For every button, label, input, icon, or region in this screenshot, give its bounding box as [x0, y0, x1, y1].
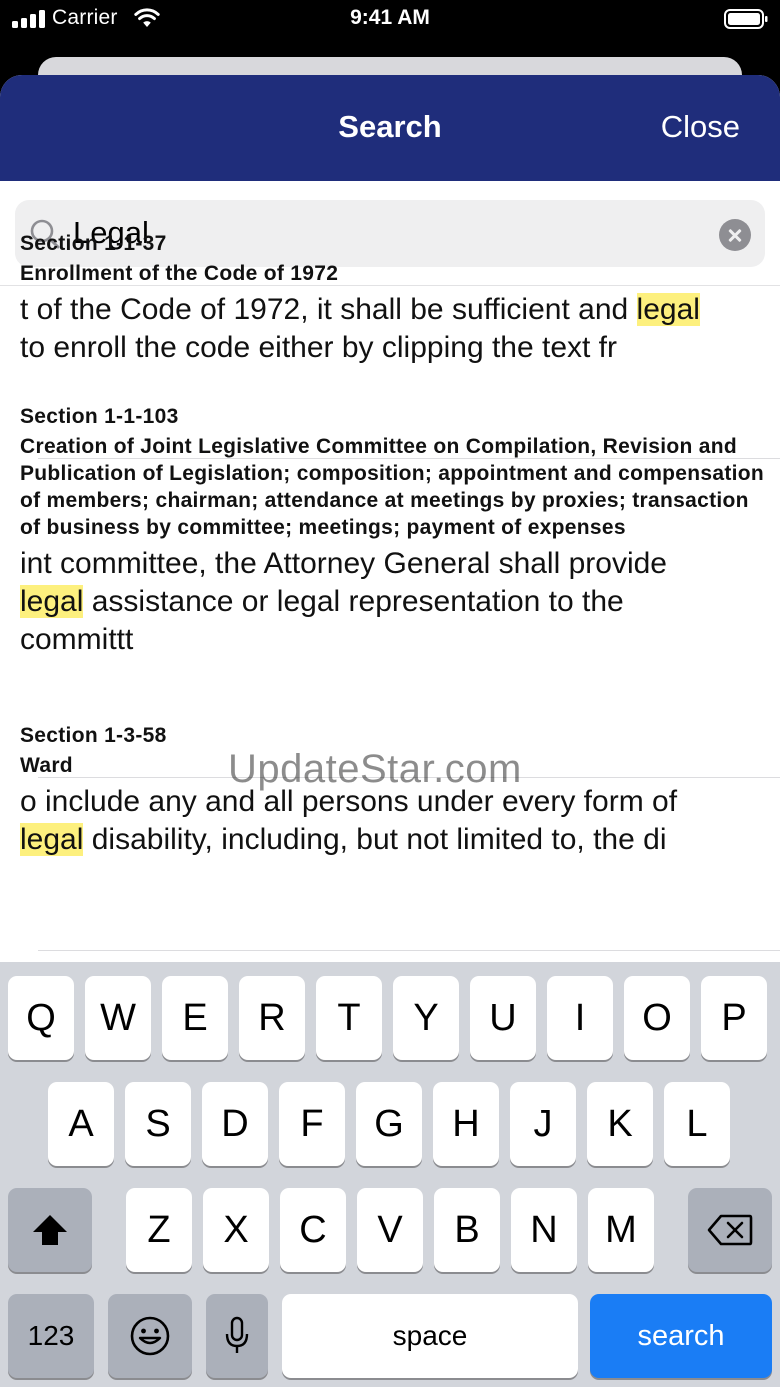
snippet-line [20, 821, 770, 859]
search-result[interactable] [20, 719, 770, 859]
result-section-number: Section 1-1-37 [20, 232, 167, 255]
navigation-bar [0, 75, 780, 181]
emoji-icon [129, 1315, 171, 1357]
keyboard [0, 962, 780, 1387]
key-g[interactable]: G [356, 1082, 422, 1166]
search-match-highlight: legal [636, 293, 700, 326]
snippet-line [20, 583, 770, 621]
snippet-line [20, 621, 770, 659]
shift-icon [31, 1213, 69, 1247]
backspace-key[interactable] [688, 1188, 772, 1272]
numbers-key[interactable]: 123 [8, 1294, 94, 1378]
carrier-label: Carrier [52, 6, 118, 29]
search-match-highlight: legal [20, 823, 84, 856]
result-snippet [20, 291, 770, 367]
status-time: 9:41 AM [350, 6, 430, 29]
snippet-line [20, 783, 770, 821]
search-key[interactable]: search [590, 1294, 772, 1378]
key-u[interactable]: U [470, 976, 536, 1060]
result-snippet [20, 783, 770, 859]
key-k[interactable]: K [587, 1082, 653, 1166]
result-title: Ward [20, 754, 73, 777]
key-f[interactable]: F [279, 1082, 345, 1166]
key-z[interactable]: Z [126, 1188, 192, 1272]
search-match-highlight: legal [20, 585, 84, 618]
snippet-text: to enroll the code either by clipping the text fr [20, 331, 618, 364]
microphone-icon [224, 1316, 250, 1356]
key-d[interactable]: D [202, 1082, 268, 1166]
key-x[interactable]: X [203, 1188, 269, 1272]
close-button[interactable]: Close [660, 109, 740, 144]
status-bar [0, 0, 780, 40]
result-title: Creation of Joint Legislative Committee on Compilation, Revision and Publication of Legislation; composition; appointment and compensation of members; chairman; attendance at meetings by proxies; transaction of business by committee; meetings; payment of expenses [20, 435, 765, 539]
key-q[interactable]: Q [8, 976, 74, 1060]
microphone-key[interactable] [206, 1294, 268, 1378]
key-b[interactable]: B [434, 1188, 500, 1272]
result-section-number: Section 1-1-103 [20, 405, 179, 428]
key-e[interactable]: E [162, 976, 228, 1060]
key-l[interactable]: L [664, 1082, 730, 1166]
key-c[interactable]: C [280, 1188, 346, 1272]
snippet-line [20, 329, 770, 367]
result-section-number: Section 1-3-58 [20, 724, 167, 747]
key-y[interactable]: Y [393, 976, 459, 1060]
key-m[interactable]: M [588, 1188, 654, 1272]
backspace-icon [707, 1214, 753, 1246]
result-separator [38, 950, 780, 951]
snippet-text: o include any and all persons under every form of [20, 785, 678, 818]
snippet-text: assistance or legal representation to the [83, 585, 624, 618]
snippet-text: t of the Code of 1972, it shall be sufficient and [20, 293, 637, 326]
snippet-text: disability, including, but not limited to, the di [83, 823, 667, 856]
key-a[interactable]: A [48, 1082, 114, 1166]
key-v[interactable]: V [357, 1188, 423, 1272]
space-key[interactable]: space [282, 1294, 578, 1378]
key-t[interactable]: T [316, 976, 382, 1060]
battery-icon [724, 9, 768, 29]
key-j[interactable]: J [510, 1082, 576, 1166]
key-s[interactable]: S [125, 1082, 191, 1166]
key-p[interactable]: P [701, 976, 767, 1060]
result-snippet [20, 545, 770, 659]
key-r[interactable]: R [239, 976, 305, 1060]
snippet-line [20, 291, 770, 329]
snippet-text: committt [20, 623, 134, 656]
search-result[interactable] [20, 227, 770, 367]
key-w[interactable]: W [85, 976, 151, 1060]
snippet-text: int committee, the Attorney General shall provide [20, 547, 667, 580]
key-o[interactable]: O [624, 976, 690, 1060]
key-i[interactable]: I [547, 976, 613, 1060]
shift-key[interactable] [8, 1188, 92, 1272]
key-h[interactable]: H [433, 1082, 499, 1166]
page-title: Search [338, 109, 442, 144]
result-title: Enrollment of the Code of 1972 [20, 262, 339, 285]
snippet-line [20, 545, 770, 583]
watermark: UpdateStar.com [228, 747, 522, 791]
emoji-key[interactable] [108, 1294, 192, 1378]
key-n[interactable]: N [511, 1188, 577, 1272]
search-result[interactable] [20, 400, 770, 659]
